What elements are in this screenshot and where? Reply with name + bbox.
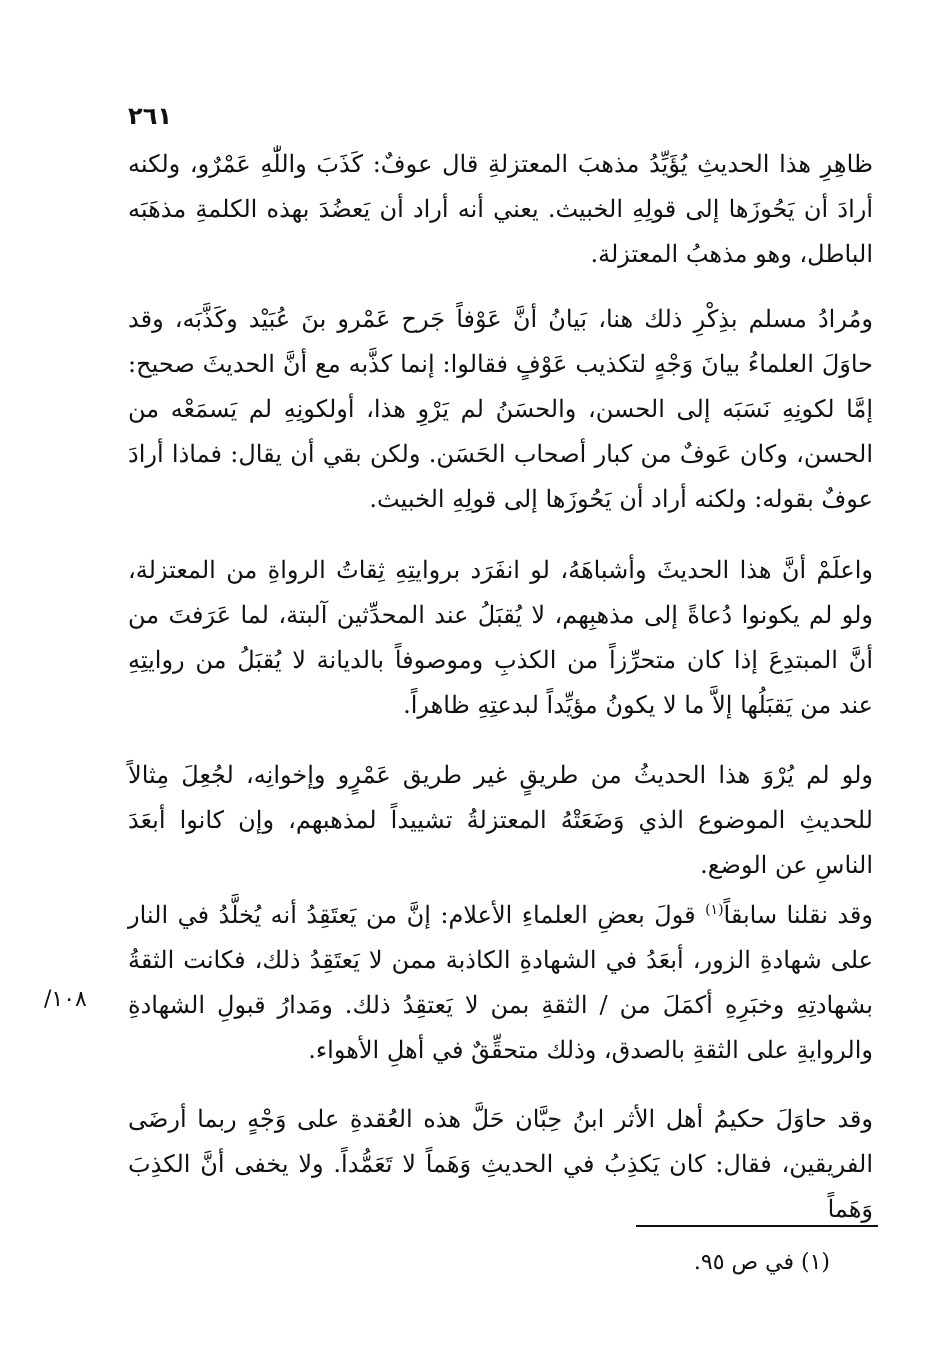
paragraph-3 bbox=[128, 548, 873, 728]
paragraph-text: وقد حاوَلَ حكيمُ أهل الأثر ابنُ حِبَّان حَلَّ هذه العُقدةِ على وَجْهٍ ربما أرضَى الفريقين، فقال: كان يَكذِبُ في الحديثِ وَهَماً لا تَعَمُّداً. ولا يخفى أنَّ الكذِبَ وَهَماً bbox=[128, 1105, 873, 1223]
paragraph-1 bbox=[128, 142, 873, 277]
page-number: ٢٦١ bbox=[128, 102, 172, 130]
footnote bbox=[530, 1243, 830, 1283]
footnote-divider bbox=[636, 1225, 878, 1227]
paragraph-text bbox=[128, 893, 873, 1073]
footnote-text: (١) في ص ٩٥. bbox=[693, 1250, 830, 1275]
paragraph-6 bbox=[128, 1097, 873, 1232]
paragraph-4 bbox=[128, 753, 873, 888]
paragraph-text: واعلَمْ أنَّ هذا الحديثَ وأشباهَهُ، لو انفَرَد بروايتِهِ ثِقاتُ الرواةِ من المعتزلة، ولو لم يكونوا دُعاةً إلى مذهبِهم، لا يُقبَلُ عند المحدِّثين آلبتة، لما عَرَفتَ من أنَّ المبتدِعَ إذا كان متحرِّزاً من الكذبِ وموصوفاً بالديانة لا يُقبَلُ من روايتِهِ عند من يَقبَلُها إلاَّ ما لا يكونُ مؤيِّداً لبدعتِهِ ظاهراً. bbox=[128, 556, 874, 719]
paragraph-5 bbox=[128, 893, 873, 1073]
paragraph-text: ومُرادُ مسلم بذِكْرِ ذلك هنا، بَيانُ أنَّ عَوْفاً جَرح عَمْرو بنَ عُبَيْد وكَذَّبَه، وقد حاوَلَ العلماءُ بيانَ وَجْهٍ لتكذيب عَوْفٍ فقالوا: إنما كذَّبه مع أنَّ الحديثَ صحيح: إمَّا لكونِهِ نَسَبَه إلى الحسن، والحسَنُ لم يَرْوِ هذا، أولكونِهِ لم يَسمَعْه من الحسن، وكان عَوفٌ من كبار أصحاب الحَسَن. ولكن بقي أن يقال: فماذا أرادَ عوفٌ بقوله: ولكنه أراد أن يَحُوزَها إلى قولِهِ الخبيث. bbox=[128, 305, 873, 513]
paragraph-rest: قولَ بعضِ العلماءِ الأعلام: إنَّ من يَعتَقِدُ أنه يُخلَّدُ في النار على شهادةِ الزور، أبعَدُ في الشهادةِ الكاذبة ممن لا يَعتَقِدُ ذلك، فكانت الثقةُ بشهادتِهِ وخبَرِهِ أكمَلَ من / الثقةِ بمن لا يَعتقِدُ ذلك. ومَدارُ قبولِ الشهادةِ والروايةِ على الثقةِ بالصدق، وذلك متحقِّقٌ في أهلِ الأهواء. bbox=[128, 901, 873, 1064]
paragraph-2 bbox=[128, 297, 873, 522]
footnote-marker[interactable]: (١) bbox=[705, 902, 724, 918]
paragraph-lead: وقد نقلنا سابقاً bbox=[723, 901, 873, 929]
paragraph-text: ظاهِرِ هذا الحديثِ يُؤَيِّدُ مذهبَ المعتزلةِ قال عوفٌ: كَذَبَ واللّٰهِ عَمْرٌو، ولكنه أرادَ أن يَحُوزَها إلى قولِهِ الخبيث. يعني أنه أراد أن يَعضُدَ بهذه الكلمةِ مذهَبَه الباطل، وهو مذهبُ المعتزلة. bbox=[128, 150, 873, 268]
paragraph-text: ولو لم يُرْوَ هذا الحديثُ من طريقٍ غير طريق عَمْرٍو وإخوانِه، لجُعِلَ مِثالاً للحديثِ الموضوع الذي وَضَعَتْهُ المعتزلةُ تشييداً لمذهبهم، وإن كانوا أبعَدَ الناسِ عن الوضع. bbox=[128, 761, 873, 879]
margin-page-reference: /١٠٨ bbox=[44, 987, 87, 1012]
